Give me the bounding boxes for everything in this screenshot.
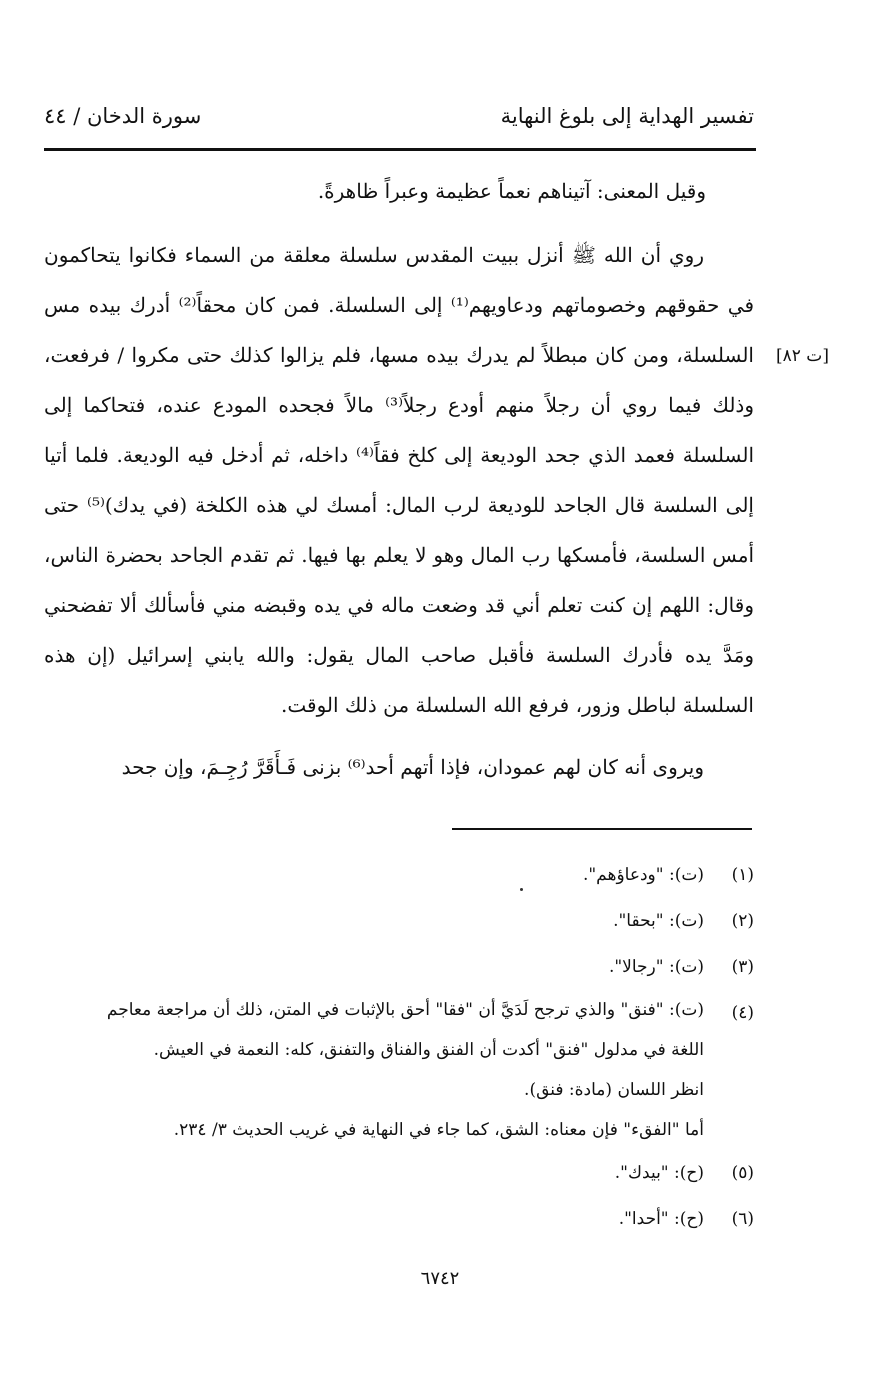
running-header (44, 104, 754, 138)
footnote (44, 1150, 754, 1196)
book-title: تفسير الهداية إلى بلوغ النهاية (500, 104, 754, 128)
footnotes (44, 852, 754, 1242)
footnote-text: (ح): "بيدك". (614, 1163, 704, 1183)
footnote-line: أما "الفقء" فإن معناه: الشق، كما جاء في النهاية في غريب الحديث ٣/ ٢٣٤. (173, 1120, 704, 1140)
footnote-text: (ت): "ودعاؤهم". (582, 865, 704, 885)
footnote-line: اللغة في مدلول "فنق" أكدت أن الفنق والفناق والتفنق، كله: النعمة في العيش. (153, 1040, 704, 1060)
footnote-number: (٣) (731, 957, 754, 977)
footnote-line: (ت): "فنق" والذي ترجح لَدَيَّ أن "فقا" أحق بالإثبات في المتن، ذلك أن مراجعة معاجم (106, 1000, 704, 1020)
footnote-number: (٤) (731, 1003, 754, 1023)
footnote-text: (ح): "أحدا". (618, 1209, 704, 1229)
footnote (44, 898, 754, 944)
footnote (44, 852, 754, 898)
footnote-rule (452, 828, 752, 830)
manuscript-marker: [ت ٨٢] (776, 346, 829, 366)
footnote-line: انظر اللسان (مادة: فنق). (524, 1080, 704, 1100)
footnote (44, 944, 754, 990)
paragraph: روي أن الله ﷺ أنزل ببيت المقدس سلسلة معلقة من السماء فكانوا يتحاكمون في حقوقهم وخصوماتهم ودعاويهم⁽¹⁾ إلى السلسلة. فمن كان محقاً⁽²⁾ أدرك بيده مس السلسلة، ومن كان مبطلاً لم يدرك بيده مسها، فلم يزالوا كذلك حتى مكروا / فرفعت، وذلك فيما روي أن رجلاً منهم أودع رجلاً⁽³⁾ مالاً فجحده المودع عنده، فتحاكما إلى السلسلة فعمد الذي جحد الوديعة إلى كلخ فقاً⁽⁴⁾ داخله، ثم أدخل فيه الوديعة. فلما أتيا إلى السلسة قال الجاحد للوديعة لرب المال: أمسك لي هذه الكلخة (في يدك)⁽⁵⁾ حتى أمس السلسة، فأمسكها رب المال وهو لا يعلم بها فيها. ثم تقدم الجاحد بحضرة الناس، وقال: اللهم إن كنت تعلم أني قد وضعت ماله في يده وقبضه مني فأسألك ألا تفضحني ومَدَّ يده فأدرك السلسة فأقبل صاحب المال يقول: والله يابني إسرائيل (إن هذه السلسلة لباطل وزور، فرفع الله السلسلة من ذلك الوقت. (44, 243, 755, 717)
footnote (44, 990, 754, 1150)
footnote-number: (٦) (731, 1209, 754, 1229)
paragraph: ويروى أنه كان لهم عمودان، فإذا أتهم أحد⁽⁶⁾ بزنى فَـأَقَرَّ رُجِـمَ، وإن جحد (121, 755, 704, 779)
main-text (44, 166, 754, 792)
footnote-number: (٥) (731, 1163, 754, 1183)
page-number: ٦٧٤٢ (420, 1268, 460, 1289)
header-rule (44, 148, 756, 151)
footnote-text: (ت): "بحقا". (613, 911, 704, 931)
surah-label: سورة الدخان / ٤٤ (44, 104, 202, 128)
footnote-text: (ت): "رجالا". (608, 957, 704, 977)
footnote (44, 1196, 754, 1242)
footnote-number: (١) (731, 865, 754, 885)
footnote-number: (٢) (731, 911, 754, 931)
paragraph: وقيل المعنى: آتيناهم نعماً عظيمة وعبراً ظاهرةً. (317, 179, 706, 203)
footnote-text (44, 990, 704, 1150)
